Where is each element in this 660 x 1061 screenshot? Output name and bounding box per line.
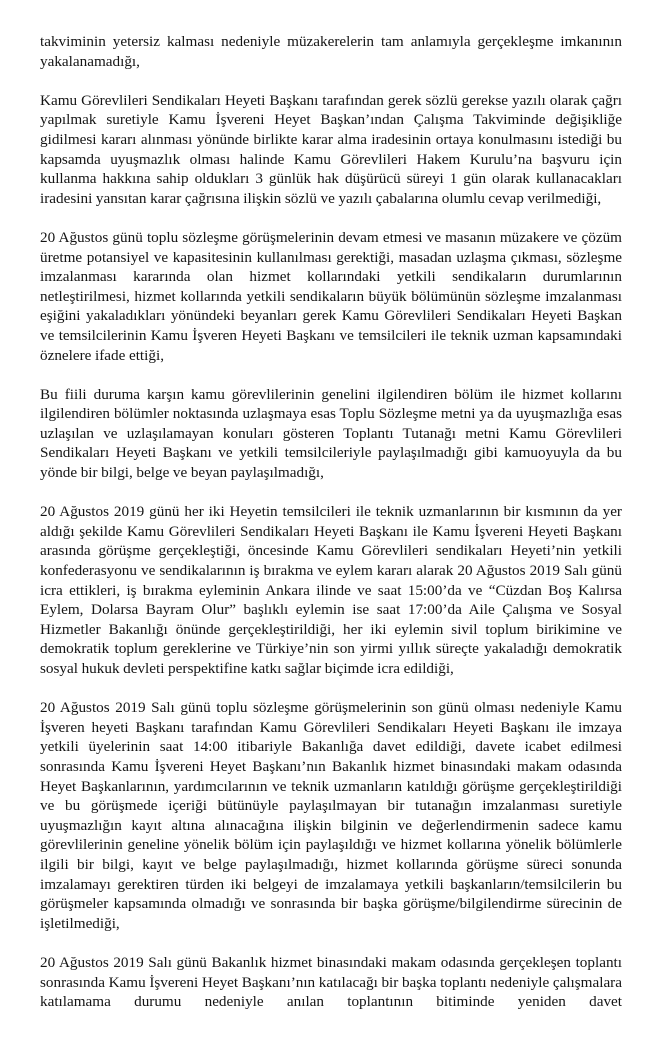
paragraph-text-not-shared: Bu fiili duruma karşın kamu görevlilerinin genelini ilgilendiren bölüm ile hizmet kollarını ilgilendiren bölümler noktasında uzlaşmaya esas Toplu Sözleşme metni ya da uyuşmazlığa esas uzlaşılan ve uzlaşılamayan konuları gösteren Toplantı Tutanağı metni Kamu Görevlileri Sendikaları Heyeti Başkanı ve yetkili temsilcileriyle paylaşılmadığı gibi kamuoyuyla da bu yönde bir bilgi, belge ve beyan paylaşılmadığı, (40, 385, 622, 482)
document-page (40, 32, 622, 1031)
paragraph-follow-up-meeting: 20 Ağustos 2019 Salı günü Bakanlık hizmet binasındaki makam odasında gerçekleşen toplantı sonrasında Kamu İşvereni Heyet Başkanı’nın katılacağı bir başka toplantı nedeniyle çalışmalara katılamama durumu nedeniyle anılan toplantının bitiminde yeniden davet (40, 953, 622, 1011)
paragraph-negotiation-calendar: takviminin yetersiz kalması nedeniyle müzakerelerin tam anlamıyla gerçekleşme imkanının yakalanamadığı, (40, 33, 622, 70)
paragraph-calendar-change-request: Kamu Görevlileri Sendikaları Heyeti Başkanı tarafından gerek sözlü gerekse yazılı olarak çağrı yapılmak suretiyle Kamu İşvereni Heyet Başkan’ından Çalışma Takviminde değişikliğe gidilmesi kararı alınması yönünde birlikte karar alma iradesinin ortaya konulmasını istediği bu kapsamda uyuşmazlık olması halinde Kamu Görevlileri Hakem Kurulu’na başvuru için kullanma hakkına sahip oldukları 3 günlük hak düşürücü süreyi 1 gün olarak kullanacakları iradesini yansıtan karar çağrısına ilişkin sözlü ve yazılı çabalarına olumlu cevap verilmediği, (40, 91, 622, 207)
paragraph-ministry-meeting: 20 Ağustos 2019 Salı günü toplu sözleşme görüşmelerinin son günü olması nedeniyle Kamu İşveren heyeti Başkanı tarafından Kamu Görevlileri Sendikaları Heyeti Başkanı ile imzaya yetkili üyelerinin saat 14:00 itibariyle Bakanlığa davet edildiği, davete icabet edilmesi sonrasında Kamu İşvereni Heyet Başkanı’nın Bakanlık hizmet binasındaki makam odasında Heyet Başkanlarının, yardımcılarının ve teknik uzmanların katıldığı görüşme gerçekleştirildiği ve bu görüşmede içeriği bütünüyle paylaşılmayan bir tutanağın imzalanması suretiyle uyuşmazlığın kayıt altına alınacağına ilişkin bilginin ve değerlendirmenin sadece kamu görevlilerinin geneline yönelik bölüm için paylaşıldığı ve hizmet kollarına yönelik bölümlerle ilgili bir bilgi, kayıt ve belge paylaşılmadığı, hizmet kollarında görüşme süreci sonunda imzalamayı gerektiren türden iki belgeyi de imzalamaya yetkili başkanların/temsilcilerin bu görüşmeler kapsamında olmadığı ve sonrasında bir başka görüşme/bilgilendirme sürecinin de işletilmediği, (40, 699, 622, 932)
paragraph-strike-action: 20 Ağustos 2019 günü her iki Heyetin temsilcileri ile teknik uzmanlarının bir kısmının da yer aldığı şekilde Kamu Görevlileri Sendikaları Heyeti Başkanı ile Kamu İşvereni Heyeti Başkanı arasında görüşme gerçekleştiği, öncesinde Kamu Görevlileri sendikaları Heyeti’nin yetkili konfederasyonu ve sendikalarının iş bırakma ve eylem kararı alarak 20 Ağustos 2019 Salı günü icra ettikleri, iş bırakma eyleminin Ankara ilinde ve saat 15:00’da ve “Cüzdan Boş Kalırsa Eylem, Dolarsa Bayram Olur” başlıklı eylemin ise saat 17:00’da Aile Çalışma ve Sosyal Hizmetler Bakanlığı önünde gerçekleştirildiği, her iki eylemin sivil toplum birikimine ve demokratik toplum gereklerine ve Türkiye’nin son yirmi yıllık süreçte yakaladığı demokratik sosyal hukuk devleti perspektifine katkı sağlar biçimde icra edildiği, (40, 503, 622, 677)
paragraph-august-20-negotiations: 20 Ağustos günü toplu sözleşme görüşmelerinin devam etmesi ve masanın müzakere ve çözüm üretme potansiyel ve kapasitesinin kullanılması gerektiği, masadan uzlaşma çıkması, sözleşme imzalanması kararında olan hizmet kollarındaki yetkili sendikaların durumlarının netleştirilmesi, hizmet kollarında yetkili sendikaların büyük bölümünün sözleşme imzalanması eşiğini yakaladıkları yönündeki beyanları gerek Kamu Görevlileri Sendikaları Heyeti Başkan ve temsilcilerinin Kamu İşveren Heyeti Başkanı ve temsilcileri ile teknik uzman kapsamındaki öznelere ifade ettiği, (40, 228, 622, 364)
